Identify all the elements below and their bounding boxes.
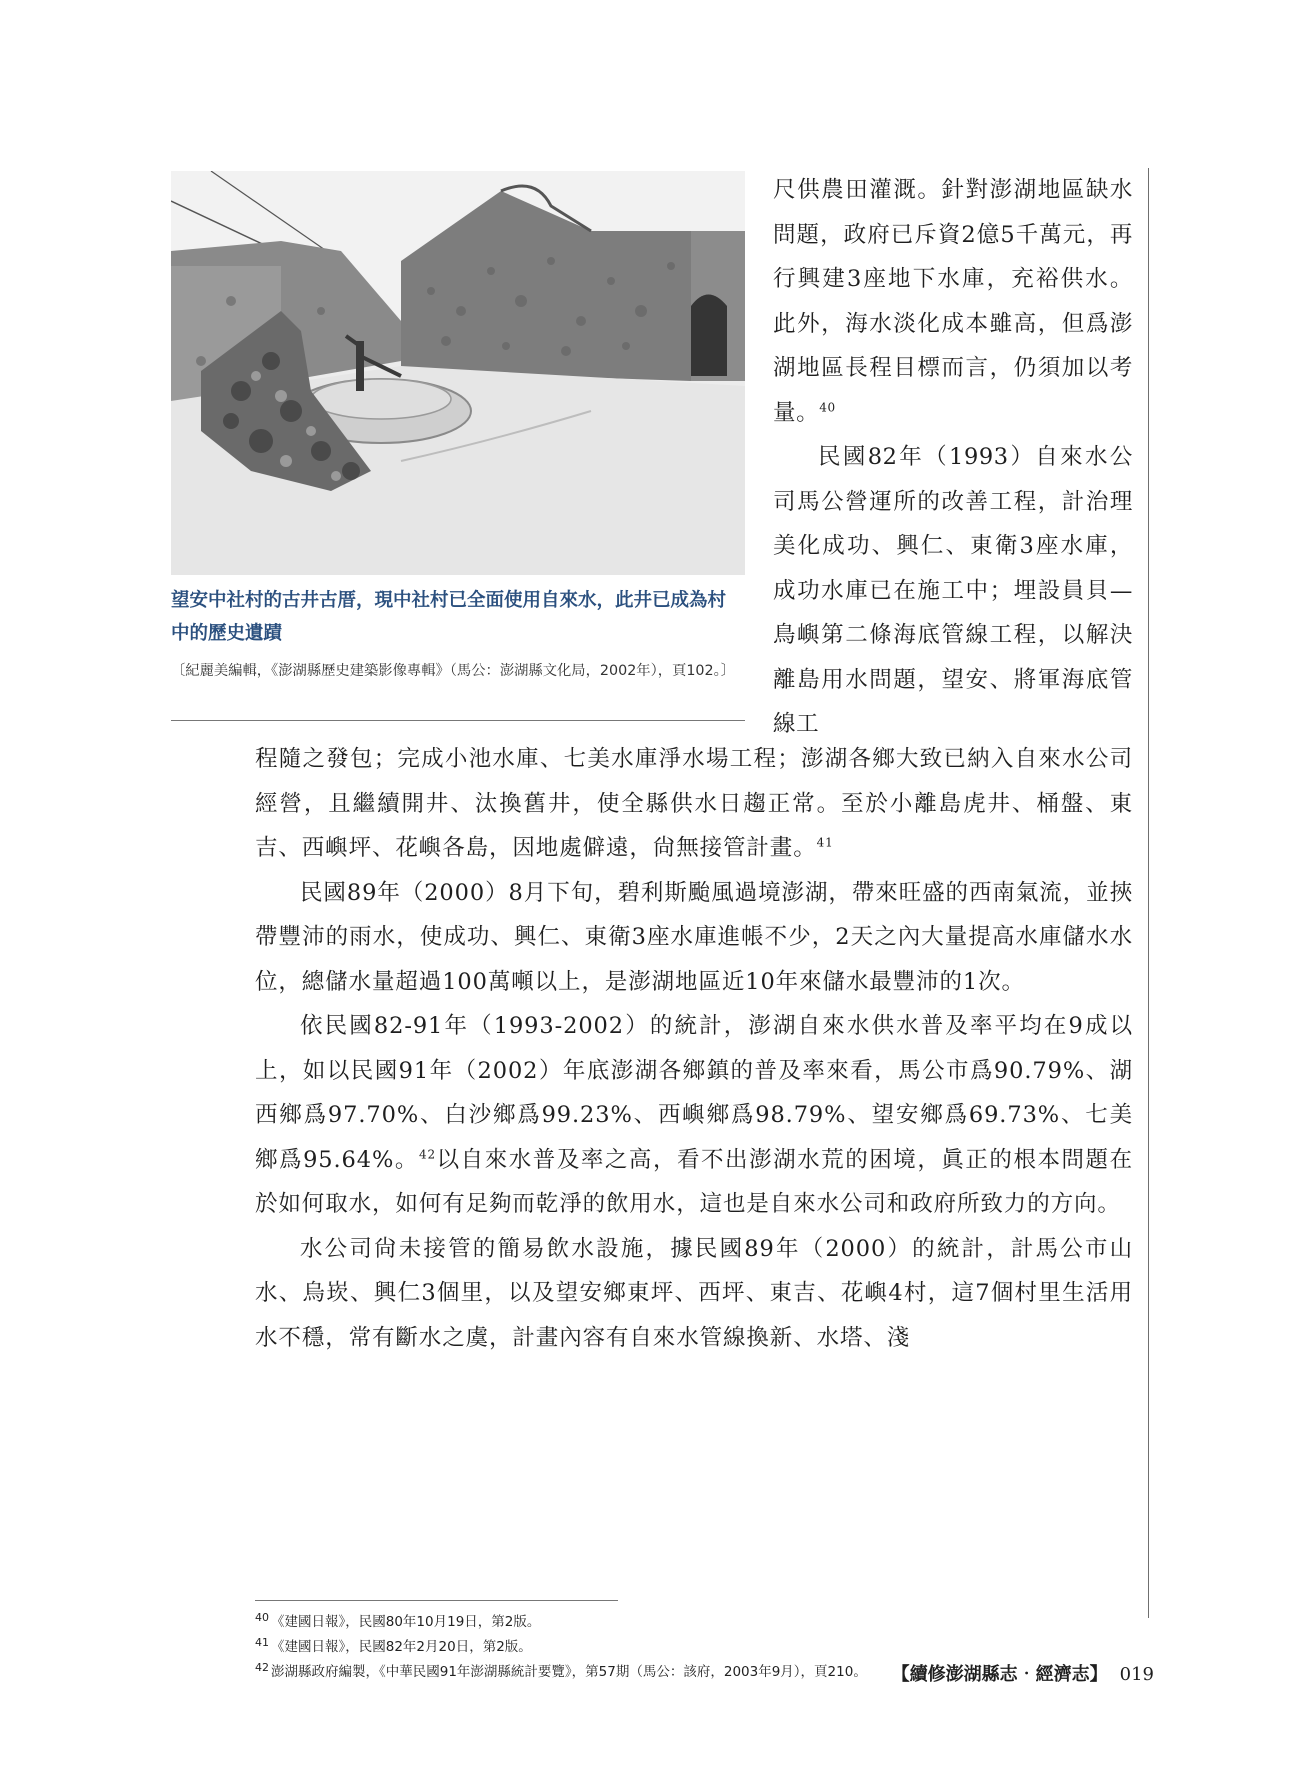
- caption-divider: [171, 720, 745, 721]
- paragraph: 水公司尙未接管的簡易飲水設施，據民國89年（2000）的統計，計馬公市山水、烏崁、興仁3個里，以及望安鄉東坪、西坪、東吉、花嶼4村，這7個村里生活用水不穩，常有斷水之虞，計畫內容有自來水管線換新、水塔、淺: [255, 1235, 1133, 1351]
- footnote-ref[interactable]: 40: [819, 400, 836, 414]
- paragraph-text: 依民國82-91年（1993-2002）的統計，澎湖自來水供水普及率平均在9成以上，如以民國91年（2002）年底澎湖各鄉鎮的普及率來看，馬公市爲90.79%、湖西鄉爲97.70%、白沙鄉爲99.23%、西嶼鄉爲98.79%、望安鄉爲69.73%、七美鄉爲95.64%。: [255, 1013, 1133, 1173]
- book-title: 【續修澎湖縣志‧經濟志】: [891, 1664, 1108, 1685]
- footnote-number: 40: [255, 1610, 269, 1624]
- footnote-number: 42: [255, 1660, 269, 1674]
- footnote-text: 《建國日報》，民國80年10月19日，第2版。: [271, 1614, 541, 1630]
- paragraph: [773, 168, 1133, 435]
- figure-caption-source: 〔紀麗美編輯，《澎湖縣歷史建築影像專輯》（馬公：澎湖縣文化局，2002年），頁102。〕: [171, 663, 736, 679]
- footnote-ref[interactable]: 42: [418, 1147, 437, 1161]
- footnote-divider: [255, 1600, 618, 1601]
- figure-caption-title: 望安中社村的古井古厝，現中社村已全面使用自來水，此井已成為村中的歷史遺蹟: [171, 590, 727, 644]
- running-footer: [874, 1660, 1154, 1686]
- right-column-text: [773, 168, 1133, 747]
- paragraph: [255, 737, 1133, 871]
- footnote: [255, 1610, 1135, 1635]
- paragraph: [255, 1004, 1133, 1227]
- footnote-text: 澎湖縣政府編製，《中華民國91年澎湖縣統計要覽》，第57期（馬公：該府，2003年9月），頁210。: [271, 1664, 867, 1680]
- footnote-number: 41: [255, 1635, 269, 1649]
- footnote: [255, 1635, 1135, 1660]
- paragraph-text: 程隨之發包；完成小池水庫、七美水庫淨水場工程；澎湖各鄉大致已納入自來水公司經營，且繼續開井、汰換舊井，使全縣供水日趨正常。至於小離島虎井、桶盤、東吉、西嶼坪、花嶼各島，因地處僻遠，尙無接管計畫。: [255, 746, 1133, 861]
- margin-rule: [1148, 168, 1149, 1618]
- paragraph-text: 以自來水普及率之高，看不出澎湖水荒的困境，眞正的根本問題在於如何取水，如何有足夠而乾淨的飲用水，這也是自來水公司和政府所致力的方向。: [255, 1146, 1133, 1217]
- main-body-text: [255, 737, 1133, 1360]
- photo-old-well-and-house: [171, 171, 745, 575]
- footnote-ref[interactable]: 41: [816, 835, 834, 850]
- paragraph: 民國82年（1993）自來水公司馬公營運所的改善工程，計治理美化成功、興仁、東衛3座水庫，成功水庫已在施工中；埋設員貝—鳥嶼第二條海底管線工程，以解決離島用水問題，望安、將軍海底管線工: [773, 444, 1133, 737]
- page-number: 019: [1119, 1664, 1154, 1685]
- paragraph: 民國89年（2000）8月下旬，碧利斯颱風過境澎湖，帶來旺盛的西南氣流，並挾帶豐沛的雨水，使成功、興仁、東衛3座水庫進帳不少，2天之內大量提高水庫儲水水位，總儲水量超過100萬噸以上，是澎湖地區近10年來儲水最豐沛的1次。: [255, 879, 1133, 995]
- photo-illustration: [171, 171, 745, 575]
- footnote-text: 《建國日報》，民國82年2月20日，第2版。: [271, 1639, 532, 1655]
- paragraph-text: 尺供農田灌溉。針對澎湖地區缺水問題，政府已斥資2億5千萬元，再行興建3座地下水庫，充裕供水。此外，海水淡化成本雖高，但爲澎湖地區長程目標而言，仍須加以考量。: [773, 177, 1133, 426]
